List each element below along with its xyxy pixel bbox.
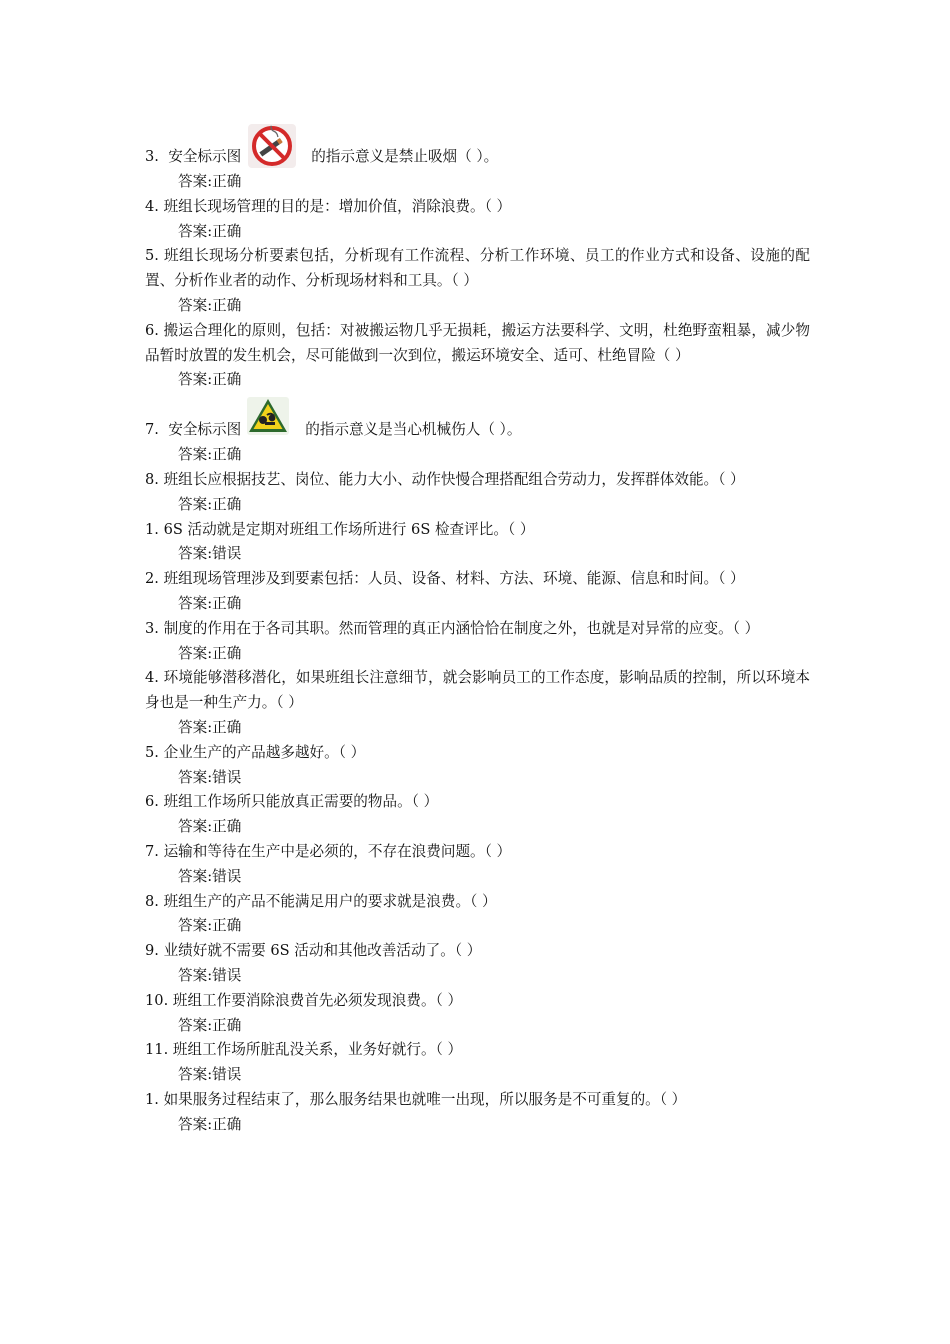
question-text-before: 安全标示图 [168,421,242,439]
answer: 答案:正确 [178,173,242,190]
answer: 答案:正确 [178,495,242,513]
question-text-after: 的指示意义是禁止吸烟（ ）。 [311,148,499,166]
question-number: 7. [145,421,159,439]
answer: 答案:错误 [178,966,242,984]
answer: 答案:错误 [178,867,242,885]
question-text: 1. 6S 活动就是定期对班组工作场所进行 6S 检查评比。（ ） [145,520,535,538]
answer: 答案:正确 [178,371,242,389]
question-7-sign [145,393,810,443]
question-text: 7. 运输和等待在生产中是必须的，不存在浪费问题。（ ） [145,842,512,860]
answer: 答案:正确 [178,1115,242,1133]
question-text: 1. 如果服务过程结束了，那么服务结果也就唯一出现，所以服务是不可重复的。（ ） [145,1090,687,1108]
answer: 答案:错误 [178,545,242,563]
answer: 答案:正确 [178,446,242,464]
answer: 答案:正确 [178,296,242,314]
answer: 答案:正确 [178,818,242,836]
question-text: 11. 班组工作场所脏乱没关系，业务好就行。（ ） [145,1041,463,1059]
question-text-before: 安全标示图 [168,148,242,166]
question-text: 10. 班组工作要消除浪费首先必须发现浪费。（ ） [145,991,463,1009]
question-text: 5. 班组长现场分析要素包括，分析现有工作流程、分析工作环境、员工的作业方式和设备、设施的配置、分析作业者的动作、分析现场材料和工具。（ ） [145,247,810,290]
answer: 答案:正确 [178,222,242,240]
question-text: 6. 班组工作场所只能放真正需要的物品。（ ） [145,793,439,811]
question-text: 3. 制度的作用在于各司其职。然而管理的真正内涵恰恰在制度之外，也就是对异常的应变。（ ） [145,619,760,637]
question-text: 5. 企业生产的产品越多越好。（ ） [145,743,366,761]
machinery-warning-icon [247,397,289,435]
question-text: 9. 业绩好就不需要 6S 活动和其他改善活动了。（ ） [145,942,482,960]
answer: 答案:正确 [178,1016,242,1034]
answer: 答案:正确 [178,594,242,612]
answer: 答案:正确 [178,644,242,662]
question-number: 3. [145,148,159,166]
question-text: 2. 班组现场管理涉及到要素包括：人员、设备、材料、方法、环境、能源、信息和时间。（ ） [145,570,745,588]
question-text: 4. 环境能够潜移潜化，如果班组长注意细节，就会影响员工的工作态度，影响品质的控制，所以环境本身也是一种生产力。（ ） [145,669,810,712]
question-text: 6. 搬运合理化的原则，包括：对被搬运物几乎无损耗，搬运方法要科学、文明，杜绝野蛮粗暴，减少物品暂时放置的发生机会，尽可能做到一次到位，搬运环境安全、适可、杜绝冒险（ ） [145,321,810,364]
answer: 答案:正确 [178,718,242,736]
answer: 答案:错误 [178,1066,242,1084]
answer: 答案:正确 [178,917,242,935]
question-list [145,120,810,1137]
question-text: 4. 班组长现场管理的目的是：增加价值，消除浪费。（ ） [145,197,512,215]
answer: 答案:错误 [178,768,242,786]
no-smoking-icon [248,124,296,168]
question-text: 8. 班组长应根据技艺、岗位、能力大小、动作快慢合理搭配组合劳动力，发挥群体效能。（ ） [145,470,745,488]
question-text-after: 的指示意义是当心机械伤人（ ）。 [305,421,522,439]
question-text: 8. 班组生产的产品不能满足用户的要求就是浪费。（ ） [145,892,497,910]
question-3-sign [145,120,810,170]
